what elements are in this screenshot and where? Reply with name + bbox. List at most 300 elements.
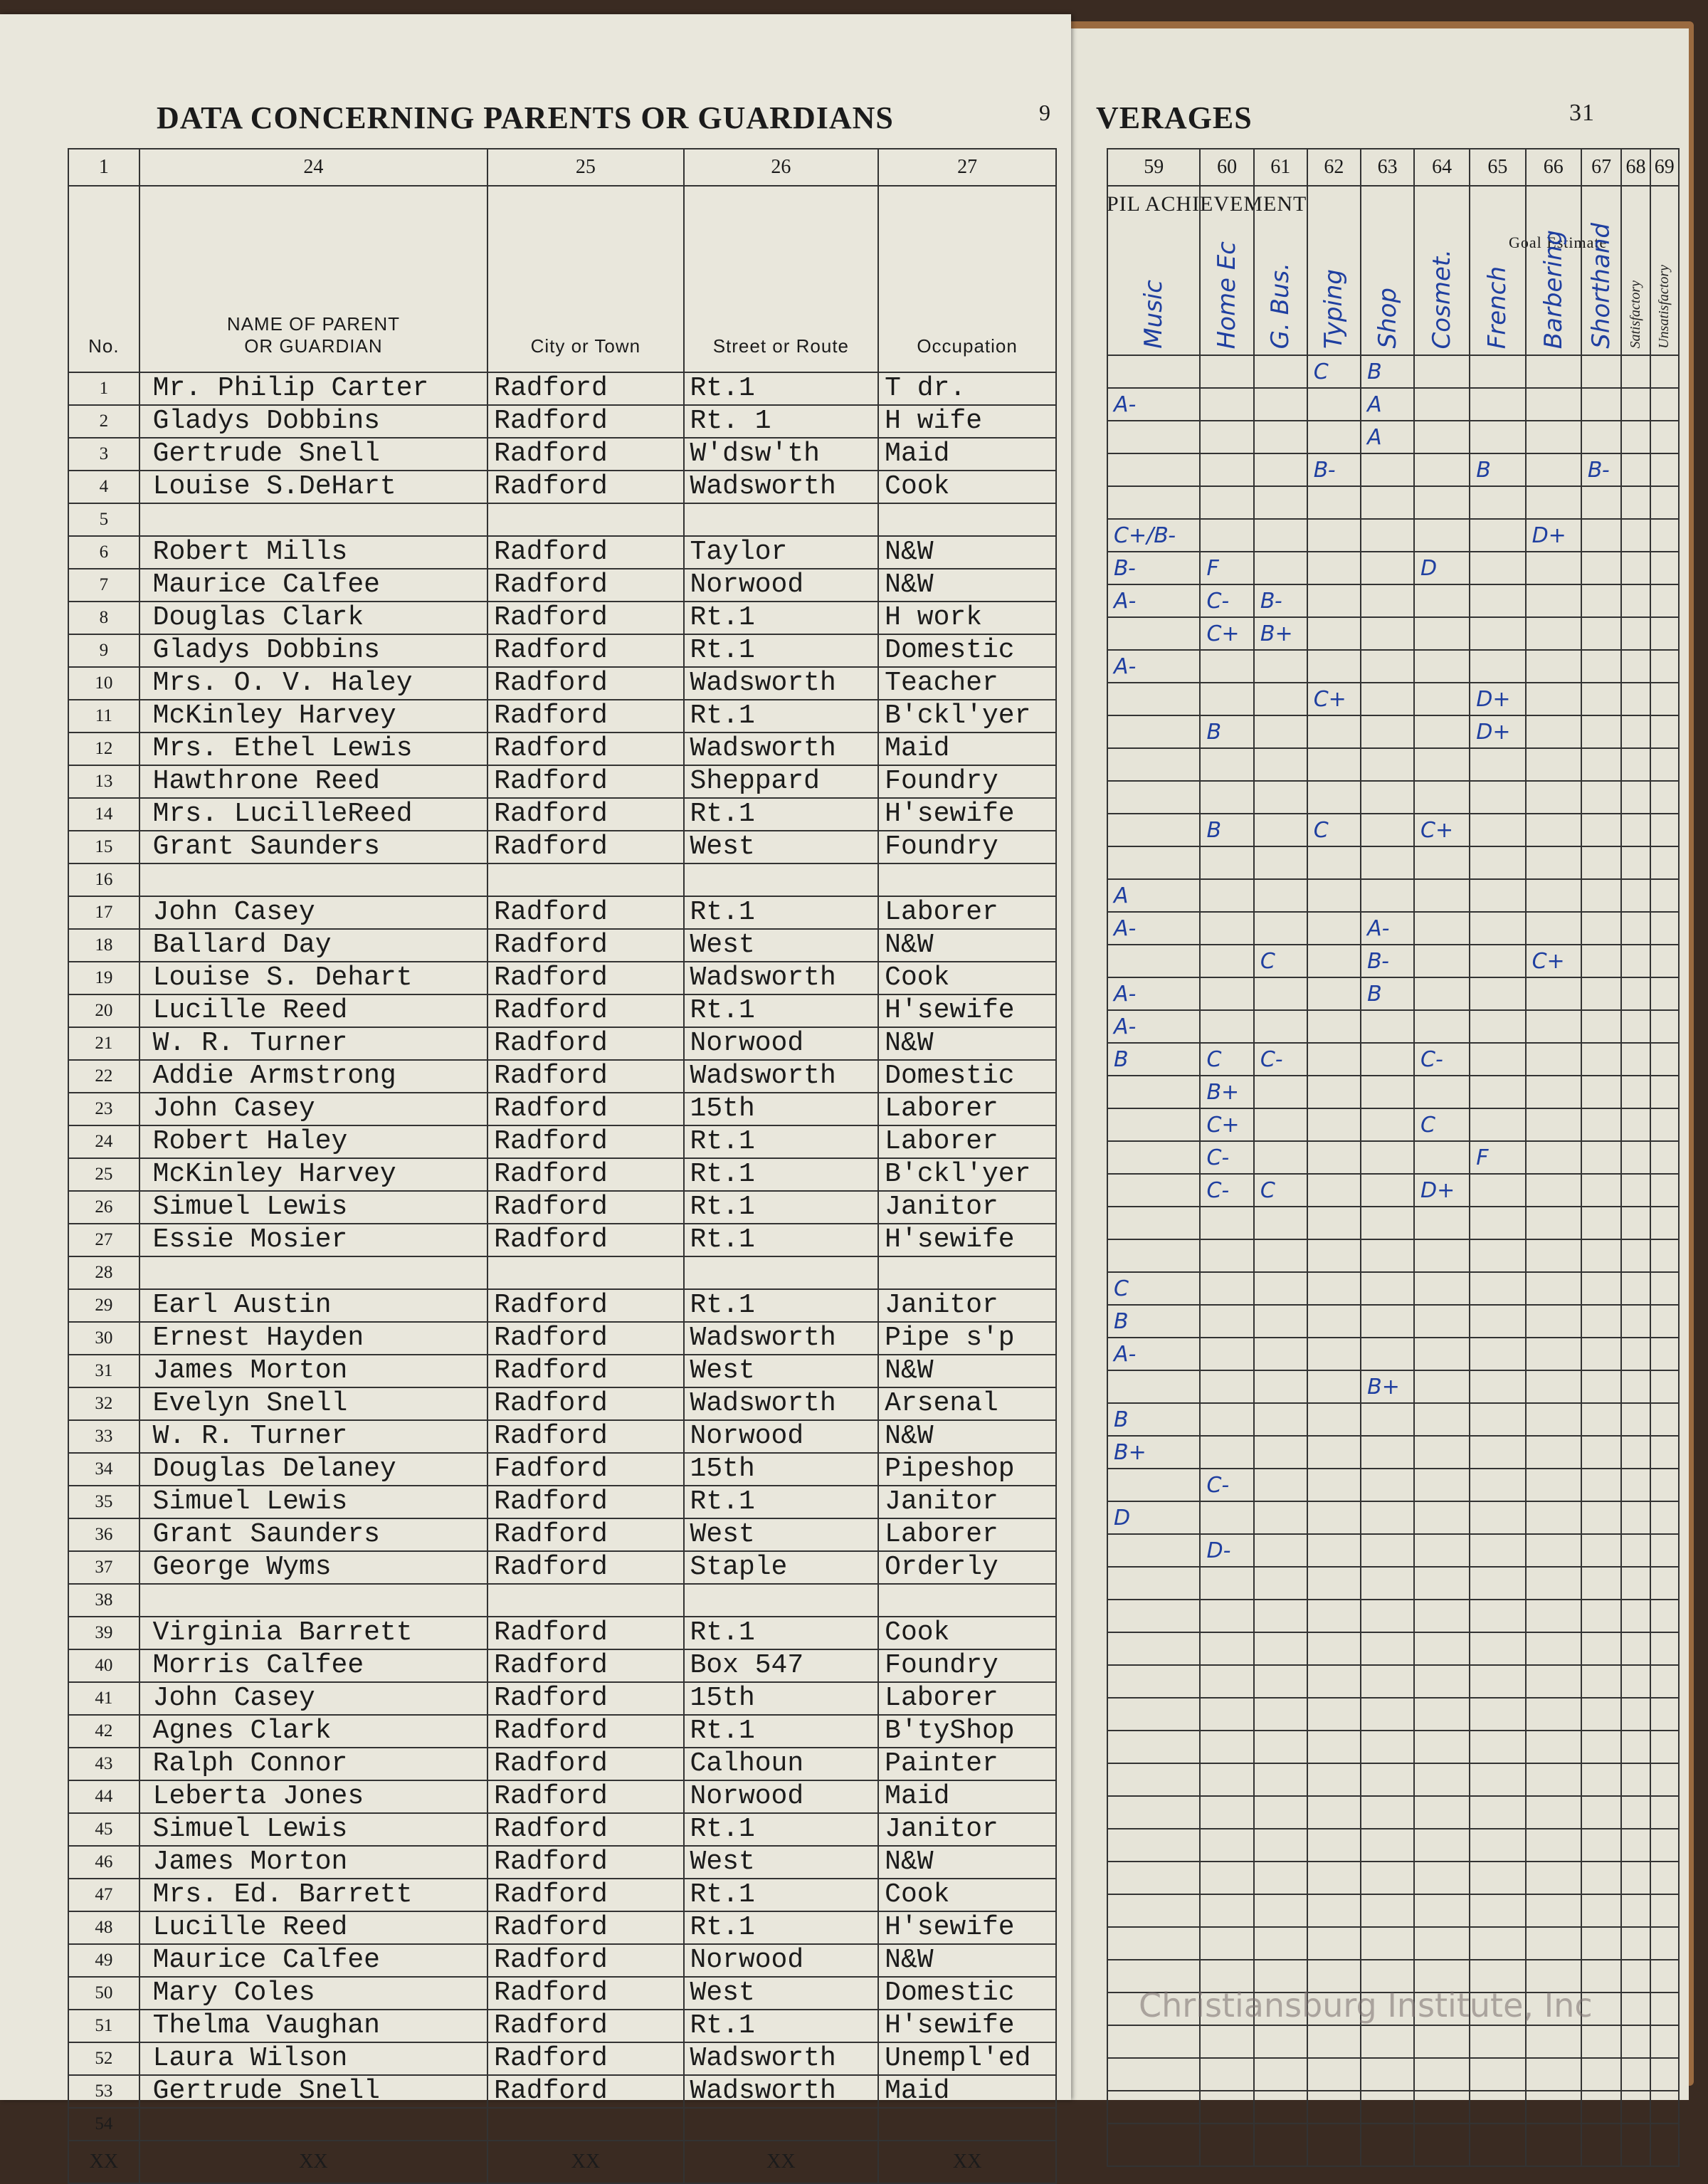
grade-cell (1200, 1567, 1253, 1600)
city: Radford (487, 1715, 683, 1748)
grade-row (1107, 683, 1679, 715)
grade-cell (1581, 486, 1621, 519)
grade-row (1107, 421, 1679, 453)
grade-cell (1650, 1763, 1679, 1796)
grade-cell (1650, 1469, 1679, 1501)
grade-cell (1361, 1174, 1414, 1207)
grade-cell (1470, 1272, 1525, 1305)
row-number: 28 (68, 1256, 139, 1289)
city: Radford (487, 1682, 683, 1715)
grade-cell (1200, 781, 1253, 814)
occupation: Unempl'ed (878, 2042, 1056, 2075)
left-page-number: 9 (1039, 100, 1051, 125)
achievement-col-number: 59 (1107, 149, 1200, 186)
grade-cell (1361, 1567, 1414, 1600)
grade-cell (1254, 814, 1307, 846)
grade-cell (1254, 1076, 1307, 1108)
subject-header (1107, 186, 1200, 355)
city: Radford (487, 1911, 683, 1944)
table-row (68, 667, 1056, 700)
grade-cell (1254, 2091, 1307, 2123)
grade-cell (1107, 1370, 1200, 1403)
grade-cell (1254, 1567, 1307, 1600)
city: Radford (487, 1617, 683, 1649)
grade-cell (1581, 879, 1621, 912)
grade-cell (1107, 1174, 1200, 1207)
grade-cell (1470, 1698, 1525, 1731)
row-number: 20 (68, 994, 139, 1027)
grade-cell (1621, 2058, 1650, 2091)
grade-cell (1307, 1207, 1361, 1239)
row-number: 12 (68, 733, 139, 765)
subject-label: Typing (1319, 268, 1349, 349)
grade-cell (1650, 1731, 1679, 1763)
grade-cell (1581, 1862, 1621, 1894)
parent-name: Louise S.DeHart (139, 471, 488, 503)
grade-cell (1414, 421, 1470, 453)
parent-name: Morris Calfee (139, 1649, 488, 1682)
parent-name (139, 1256, 488, 1289)
grade-cell (1361, 1469, 1414, 1501)
grade-cell (1307, 1665, 1361, 1698)
occupation: H'sewife (878, 1911, 1056, 1944)
grade-cell: C+/B- (1107, 519, 1200, 552)
street: Rt.1 (684, 1125, 879, 1158)
parent-name: James Morton (139, 1355, 488, 1387)
row-number: 18 (68, 929, 139, 962)
grade-cell (1107, 1698, 1200, 1731)
grade-row (1107, 1829, 1679, 1862)
occupation: Painter (878, 1748, 1056, 1780)
grade-cell (1526, 1108, 1581, 1141)
grade-cell (1526, 617, 1581, 650)
grade-cell (1581, 846, 1621, 879)
grade-cell (1414, 1600, 1470, 1632)
row-number: 17 (68, 896, 139, 929)
grade-cell (1621, 1632, 1650, 1665)
grade-cell (1307, 2091, 1361, 2123)
occupation: T dr. (878, 372, 1056, 405)
table-row (68, 2010, 1056, 2042)
occupation: N&W (878, 1846, 1056, 1879)
grade-row (1107, 453, 1679, 486)
row-number: 53 (68, 2075, 139, 2108)
grade-row (1107, 945, 1679, 977)
street: Wadsworth (684, 962, 879, 994)
grade-cell: B (1470, 453, 1525, 486)
street (684, 863, 879, 896)
parent-name: Addie Armstrong (139, 1060, 488, 1093)
grade-cell (1307, 977, 1361, 1010)
grade-cell (1307, 1600, 1361, 1632)
grade-cell (1650, 1272, 1679, 1305)
street: Rt.1 (684, 994, 879, 1027)
grade-cell (1361, 1108, 1414, 1141)
grade-cell (1650, 1534, 1679, 1567)
row-number: 21 (68, 1027, 139, 1060)
grade-cell (1414, 584, 1470, 617)
grade-cell (1650, 486, 1679, 519)
grade-cell (1307, 486, 1361, 519)
grade-cell (1650, 1927, 1679, 1960)
grade-cell (1254, 355, 1307, 388)
street: Rt.1 (684, 1158, 879, 1191)
grade-cell (1254, 453, 1307, 486)
grade-cell (1414, 1829, 1470, 1862)
grade-cell (1254, 846, 1307, 879)
grade-cell (1470, 1731, 1525, 1763)
city: Radford (487, 602, 683, 634)
street: Calhoun (684, 1748, 879, 1780)
grade-footer-row (1107, 2123, 1679, 2166)
street: Wadsworth (684, 2075, 879, 2108)
grade-cell (1414, 879, 1470, 912)
grade-cell (1526, 1141, 1581, 1174)
grade-cell (1470, 846, 1525, 879)
grade-row (1107, 1141, 1679, 1174)
street: Rt.1 (684, 1191, 879, 1224)
grade-cell (1526, 421, 1581, 453)
row-number: 13 (68, 765, 139, 798)
grade-cell (1414, 715, 1470, 748)
grade-cell: A (1361, 388, 1414, 421)
street: Rt.1 (684, 1486, 879, 1518)
occupation: N&W (878, 1420, 1056, 1453)
grade-cell (1107, 453, 1200, 486)
table-row (68, 503, 1056, 536)
grade-row (1107, 1305, 1679, 1338)
grade-cell (1200, 421, 1253, 453)
grade-cell (1621, 1076, 1650, 1108)
grade-cell (1254, 1207, 1307, 1239)
grade-cell (1581, 355, 1621, 388)
achievement-col-number: 67 (1581, 149, 1621, 186)
grade-cell (1361, 617, 1414, 650)
grade-cell (1307, 388, 1361, 421)
occupation: Laborer (878, 1093, 1056, 1125)
grade-cell (1650, 2058, 1679, 2091)
grade-cell (1621, 1305, 1650, 1338)
grade-cell (1254, 1796, 1307, 1829)
grade-cell (1414, 945, 1470, 977)
occupation (878, 2108, 1056, 2141)
grade-row (1107, 486, 1679, 519)
grade-cell: C (1307, 355, 1361, 388)
grade-cell (1621, 617, 1650, 650)
grade-cell (1621, 1600, 1650, 1632)
grade-cell (1254, 388, 1307, 421)
grade-cell (1526, 748, 1581, 781)
row-number: 29 (68, 1289, 139, 1322)
grade-cell (1581, 1010, 1621, 1043)
grade-cell (1470, 2123, 1525, 2166)
occupation: Maid (878, 1780, 1056, 1813)
street: Norwood (684, 1944, 879, 1977)
table-row (68, 1977, 1056, 2010)
table-row (68, 1617, 1056, 1649)
table-row (68, 1322, 1056, 1355)
right-page-number: 31 (1569, 100, 1595, 126)
table-row (68, 2042, 1056, 2075)
occupation: N&W (878, 1944, 1056, 1977)
grade-cell (1361, 1207, 1414, 1239)
grade-cell (1361, 1403, 1414, 1436)
achievement-col-number: 60 (1200, 149, 1253, 186)
grade-cell (1414, 388, 1470, 421)
goal-estimate-heading: Goal Estimate (1509, 233, 1608, 251)
grade-cell (1650, 355, 1679, 388)
table-row (68, 1191, 1056, 1224)
grade-row (1107, 1403, 1679, 1436)
grade-cell (1526, 388, 1581, 421)
table-row (68, 1813, 1056, 1846)
grade-cell (1621, 1010, 1650, 1043)
grade-cell (1107, 2123, 1200, 2166)
table-row (68, 405, 1056, 438)
grade-cell (1107, 683, 1200, 715)
city: Fadford (487, 1453, 683, 1486)
grade-row (1107, 650, 1679, 683)
occupation: B'ckl'yer (878, 700, 1056, 733)
grade-cell (1254, 2025, 1307, 2058)
grade-cell (1470, 1534, 1525, 1567)
grade-cell (1621, 2123, 1650, 2166)
grade-cell (1200, 683, 1253, 715)
street: Wadsworth (684, 1060, 879, 1093)
grade-cell (1581, 1763, 1621, 1796)
grade-cell (1414, 1665, 1470, 1698)
grade-cell (1361, 1338, 1414, 1370)
grade-cell (1200, 355, 1253, 388)
street (684, 503, 879, 536)
table-row (68, 438, 1056, 471)
grade-cell (1254, 1305, 1307, 1338)
grade-cell: A- (1107, 1010, 1200, 1043)
grade-cell (1254, 683, 1307, 715)
row-number: 35 (68, 1486, 139, 1518)
column-number-row (68, 149, 1056, 186)
table-row (68, 1584, 1056, 1617)
grade-cell (1650, 1010, 1679, 1043)
table-row (68, 1780, 1056, 1813)
grade-cell (1650, 617, 1679, 650)
city: Radford (487, 634, 683, 667)
grade-cell (1650, 1108, 1679, 1141)
grade-cell (1581, 1469, 1621, 1501)
grade-cell (1526, 1600, 1581, 1632)
street: Rt.1 (684, 634, 879, 667)
grade-cell (1581, 1043, 1621, 1076)
footer-cell: XX (878, 2141, 1056, 2183)
grade-cell (1307, 912, 1361, 945)
grade-cell (1361, 1894, 1414, 1927)
row-number: 14 (68, 798, 139, 831)
grade-cell (1650, 1600, 1679, 1632)
occupation: Janitor (878, 1813, 1056, 1846)
occupation: Foundry (878, 1649, 1056, 1682)
achievement-col-number: 61 (1254, 149, 1307, 186)
grade-cell (1107, 2091, 1200, 2123)
grade-cell (1621, 1665, 1650, 1698)
street: Staple (684, 1551, 879, 1584)
parent-name (139, 863, 488, 896)
grade-cell (1581, 2058, 1621, 2091)
grade-cell (1200, 1600, 1253, 1632)
street: Wadsworth (684, 733, 879, 765)
parent-name: Gertrude Snell (139, 2075, 488, 2108)
grade-cell (1526, 552, 1581, 584)
grade-cell (1621, 2025, 1650, 2058)
row-number: 31 (68, 1355, 139, 1387)
grade-cell: C (1307, 814, 1361, 846)
grade-cell (1526, 846, 1581, 879)
grade-cell (1107, 1076, 1200, 1108)
header-no: No. (68, 186, 139, 372)
subject-header-row (1107, 186, 1679, 355)
grade-cell (1107, 1632, 1200, 1665)
grade-cell (1621, 977, 1650, 1010)
city: Radford (487, 798, 683, 831)
grade-cell (1470, 1239, 1525, 1272)
grade-cell (1470, 1338, 1525, 1370)
grade-cell (1307, 945, 1361, 977)
city: Radford (487, 1879, 683, 1911)
grade-cell (1414, 1927, 1470, 1960)
subject-header (1414, 186, 1470, 355)
grade-cell (1621, 715, 1650, 748)
grade-cell: B (1107, 1043, 1200, 1076)
street: Box 547 (684, 1649, 879, 1682)
row-number: 43 (68, 1748, 139, 1780)
grade-cell (1107, 748, 1200, 781)
achievement-table (1107, 148, 1680, 2167)
right-page-title: VERAGES (1096, 100, 1253, 135)
grade-cell (1107, 1862, 1200, 1894)
grade-cell (1307, 519, 1361, 552)
grade-cell (1581, 1927, 1621, 1960)
table-row (68, 1486, 1056, 1518)
grade-cell (1254, 2123, 1307, 2166)
city: Radford (487, 1224, 683, 1256)
grade-cell (1526, 1534, 1581, 1567)
row-number: 45 (68, 1813, 139, 1846)
grade-cell (1107, 1829, 1200, 1862)
grade-cell (1581, 1796, 1621, 1829)
table-row (68, 471, 1056, 503)
table-row (68, 602, 1056, 634)
grade-cell (1107, 1665, 1200, 1698)
grade-cell (1470, 1207, 1525, 1239)
city: Radford (487, 1813, 683, 1846)
grade-cell (1414, 846, 1470, 879)
grade-cell (1307, 1829, 1361, 1862)
grade-cell (1526, 912, 1581, 945)
parent-name: Gladys Dobbins (139, 405, 488, 438)
parent-name: McKinley Harvey (139, 700, 488, 733)
city: Radford (487, 1944, 683, 1977)
city: Radford (487, 896, 683, 929)
occupation: Teacher (878, 667, 1056, 700)
achievement-col-number: 68 (1621, 149, 1650, 186)
grade-cell (1414, 1370, 1470, 1403)
grade-cell (1307, 1632, 1361, 1665)
occupation: Laborer (878, 1125, 1056, 1158)
row-number: 50 (68, 1977, 139, 2010)
grade-cell (1621, 1043, 1650, 1076)
achievement-col-number: 62 (1307, 149, 1361, 186)
grade-cell (1361, 1076, 1414, 1108)
grade-cell (1650, 1698, 1679, 1731)
table-row (68, 1879, 1056, 1911)
grade-cell (1107, 1763, 1200, 1796)
street: Taylor (684, 536, 879, 569)
city: Radford (487, 1649, 683, 1682)
grade-cell (1526, 2123, 1581, 2166)
grade-row (1107, 1469, 1679, 1501)
grade-cell (1254, 1108, 1307, 1141)
grade-cell (1581, 1207, 1621, 1239)
parent-name: Simuel Lewis (139, 1486, 488, 1518)
grade-cell (1650, 1829, 1679, 1862)
grade-row (1107, 1272, 1679, 1305)
grade-cell (1361, 519, 1414, 552)
grade-cell (1581, 748, 1621, 781)
grade-cell: A- (1107, 977, 1200, 1010)
table-row (68, 2108, 1056, 2141)
grade-cell (1307, 2058, 1361, 2091)
col-number: 1 (68, 149, 139, 186)
grade-cell (1526, 453, 1581, 486)
street: Wadsworth (684, 2042, 879, 2075)
parent-name: Louise S. Dehart (139, 962, 488, 994)
grade-cell (1200, 1829, 1253, 1862)
grade-cell (1107, 617, 1200, 650)
grade-cell (1621, 552, 1650, 584)
occupation: Arsenal (878, 1387, 1056, 1420)
grade-cell (1254, 1927, 1307, 1960)
grade-cell (1621, 1501, 1650, 1534)
city: Radford (487, 765, 683, 798)
grade-cell (1361, 584, 1414, 617)
grade-cell (1526, 1239, 1581, 1272)
grade-row (1107, 1600, 1679, 1632)
grade-cell (1107, 1108, 1200, 1141)
col-number: 26 (684, 149, 879, 186)
grade-cell: B+ (1200, 1076, 1253, 1108)
grade-cell (1621, 1829, 1650, 1862)
grade-cell (1414, 1305, 1470, 1338)
grade-cell (1361, 1829, 1414, 1862)
grade-cell (1621, 486, 1650, 519)
street: Rt.1 (684, 1813, 879, 1846)
grade-cell (1526, 1436, 1581, 1469)
row-number: 37 (68, 1551, 139, 1584)
grade-row (1107, 846, 1679, 879)
subject-label: G. Bus. (1266, 262, 1295, 349)
grade-cell: B (1361, 355, 1414, 388)
grade-cell (1650, 1567, 1679, 1600)
grade-row (1107, 814, 1679, 846)
parent-name: Ballard Day (139, 929, 488, 962)
grade-cell (1414, 912, 1470, 945)
grade-cell (1621, 1763, 1650, 1796)
street: Norwood (684, 1027, 879, 1060)
street: Norwood (684, 1420, 879, 1453)
grade-cell (1414, 1731, 1470, 1763)
city: Radford (487, 1125, 683, 1158)
grade-cell (1107, 1927, 1200, 1960)
row-number: 25 (68, 1158, 139, 1191)
